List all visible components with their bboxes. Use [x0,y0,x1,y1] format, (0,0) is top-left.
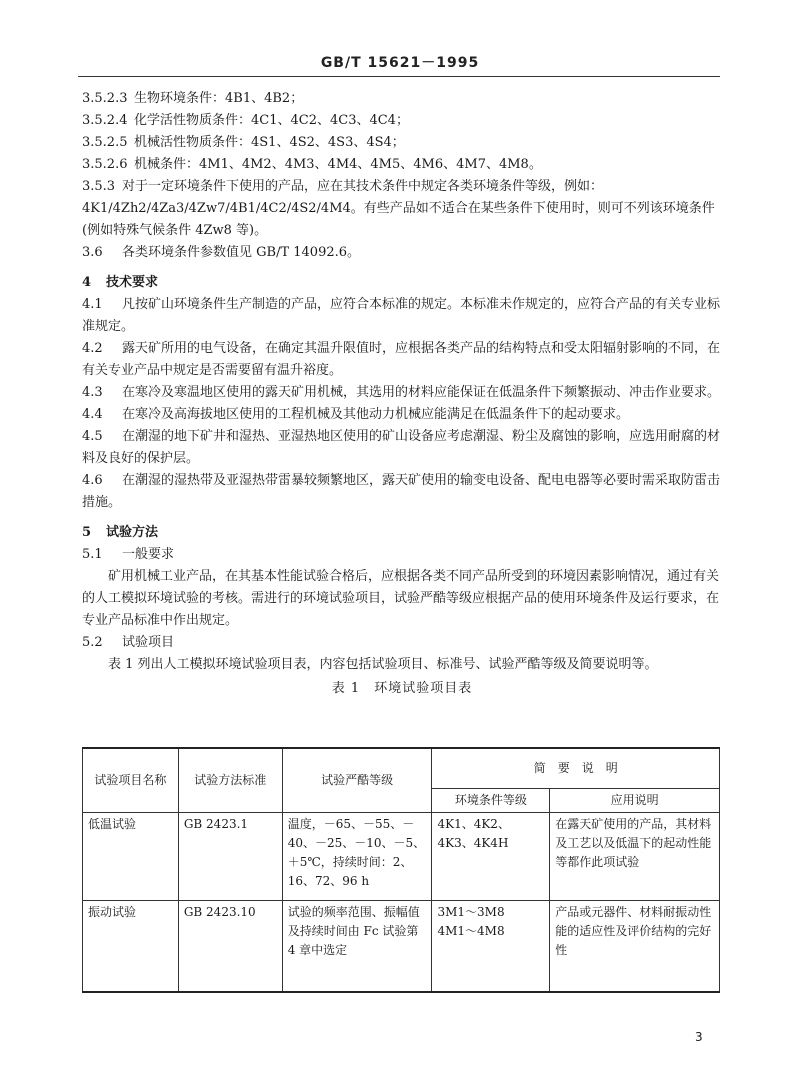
cell-severity: 试验的频率范围、振幅值及持续时间由 Fc 试验第 4 章中选定 [282,900,432,992]
standard-code-header: GB/T 15621－1995 [320,55,480,71]
clause-3-6: 3.6 各类环境条件参数值见 GB/T 14092.6。 [82,245,361,260]
clause-4-2: 4.2 露天矿所用的电气设备，在确定其温升限值时，应根据各类产品的结构特点和受太阳辐射影响的不同，在有关专业产品中规定是否需要留有温升裕度。 [82,341,721,378]
header-rule [78,76,720,77]
environmental-test-table [82,747,720,993]
clause-3-5-2-3: 3.5.2.3 生物环境条件：4B1、4B2； [82,91,304,106]
clause-4-5: 4.5 在潮湿的地下矿井和湿热、亚湿热地区使用的矿山设备应考虑潮湿、粉尘及腐蚀的影响，应选用耐腐的材料及良好的保护层。 [82,429,721,466]
header-brief-description: 简 要 说 明 [432,748,720,788]
clause-5-2-text: 表 1 列出人工模拟环境试验项目表，内容包括试验项目、标准号、试验严酷等级及简要说明等。 [108,657,658,672]
table-row [83,900,720,992]
clause-3-5-2-4: 3.5.2.4 化学活性物质条件：4C1、4C2、4C3、4C4； [82,113,409,128]
cell-item: 振动试验 [83,900,179,992]
table-row [83,812,720,900]
header-env-class: 环境条件等级 [432,788,550,812]
cell-severity: 温度，－65、－55、－40、－25、－10、－5、＋5℃，持续时间：2、16、72、96 h [282,812,432,900]
body-text [82,88,722,702]
clause-4-4: 4.4 在寒冷及高海拔地区使用的工程机械及其他动力机械应能满足在低温条件下的起动要求。 [82,407,630,422]
section-4-heading: 4 技术要求 [82,275,159,290]
header-test-method: 试验方法标准 [178,748,282,812]
clause-4-3: 4.3 在寒冷及寒温地区使用的露天矿用机械，其选用的材料应能保证在低温条件下频繁振动、冲击作业要求。 [82,385,721,400]
cell-method: GB 2423.1 [178,812,282,900]
clause-5-1-text: 矿用机械工业产品，在其基本性能试验合格后，应根据各类不同产品所受到的环境因素影响情况，通过有关的人工模拟环境试验的考核。需进行的环境试验项目，试验严酷等级应根据产品的使用环境条件及运行要求，在专业产品标准中作出规定。 [82,569,720,628]
header-severity: 试验严酷等级 [282,748,432,812]
clause-4-6: 4.6 在潮湿的湿热带及亚湿热带雷暴较频繁地区，露天矿使用的输变电设备、配电电器等必要时需采取防雷击措施。 [82,473,721,510]
cell-method: GB 2423.10 [178,900,282,992]
header-test-item: 试验项目名称 [83,748,179,812]
page-number: 3 [695,1030,703,1044]
clause-3-5-3: 3.5.3 对于一定环境条件下使用的产品，应在其技术条件中规定各类环境条件等级，例如：4K1/4Zh2/4Za3/4Zw7/4B1/4C2/4S2/4M4。有些产品如不适合在某些条件下使用时，则可不列该环境条件(例如特殊气候条件 4Zw8 等)。 [82,179,715,238]
clause-4-1: 4.1 凡按矿山环境条件生产制造的产品，应符合本标准的规定。本标准未作规定的，应符合产品的有关专业标准规定。 [82,297,721,334]
clause-3-5-2-5: 3.5.2.5 机械活性物质条件：4S1、4S2、4S3、4S4； [82,135,405,150]
table-caption: 表 1 环境试验项目表 [331,681,473,696]
clause-3-5-2-6: 3.5.2.6 机械条件：4M1、4M2、4M3、4M4、4M5、4M6、4M7、4M8。 [82,157,542,172]
header-application: 应用说明 [550,788,720,812]
cell-application: 在露天矿使用的产品，其材料及工艺以及低温下的起动性能等都作此项试验 [550,812,720,900]
clause-5-1-heading: 5.1 一般要求 [82,547,175,562]
section-5-heading: 5 试验方法 [82,525,159,540]
cell-item: 低温试验 [83,812,179,900]
clause-5-2-heading: 5.2 试验项目 [82,635,175,650]
cell-application: 产品或元器件、材料耐振动性能的适应性及评价结构的完好性 [550,900,720,992]
cell-env: 4K1、4K2、4K3、4K4H [432,812,550,900]
cell-env: 3M1～3M8 4M1～4M8 [432,900,550,992]
